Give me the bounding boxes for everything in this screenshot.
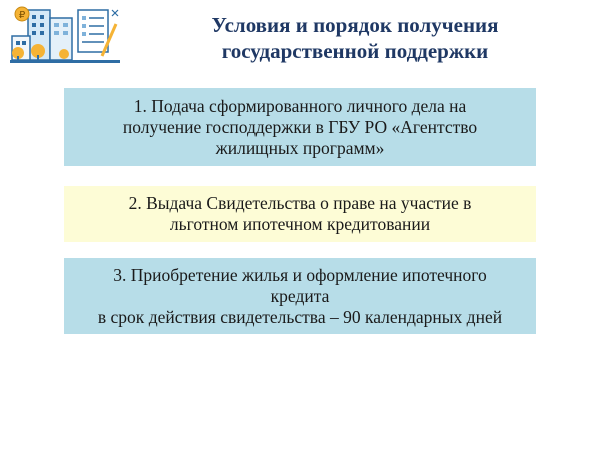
step-text-line: 3. Приобретение жилья и оформление ипотечного (113, 264, 487, 285)
step-box-3 (64, 258, 536, 334)
step-text-line: жилищных программ» (215, 137, 385, 158)
page-title (130, 12, 580, 64)
step-box-2 (64, 186, 536, 242)
city-documents-icon (6, 4, 124, 66)
step-text-line: кредита (270, 285, 330, 306)
step-text-line: льготном ипотечном кредитовании (169, 214, 431, 234)
step-box-1 (64, 88, 536, 166)
title-line: государственной поддержки (221, 39, 489, 63)
step-text-line: 1. Подача сформированного личного дела на (133, 95, 467, 116)
step-text-line: в срок действия свидетельства – 90 календарных дней (97, 306, 503, 327)
title-line: Условия и порядок получения (211, 13, 499, 37)
svg-text:₽: ₽ (18, 10, 26, 21)
step-text-line: получение господдержки в ГБУ РО «Агентство (122, 116, 478, 137)
step-text-line: 2. Выдача Свидетельства о праве на участие в (128, 193, 472, 213)
